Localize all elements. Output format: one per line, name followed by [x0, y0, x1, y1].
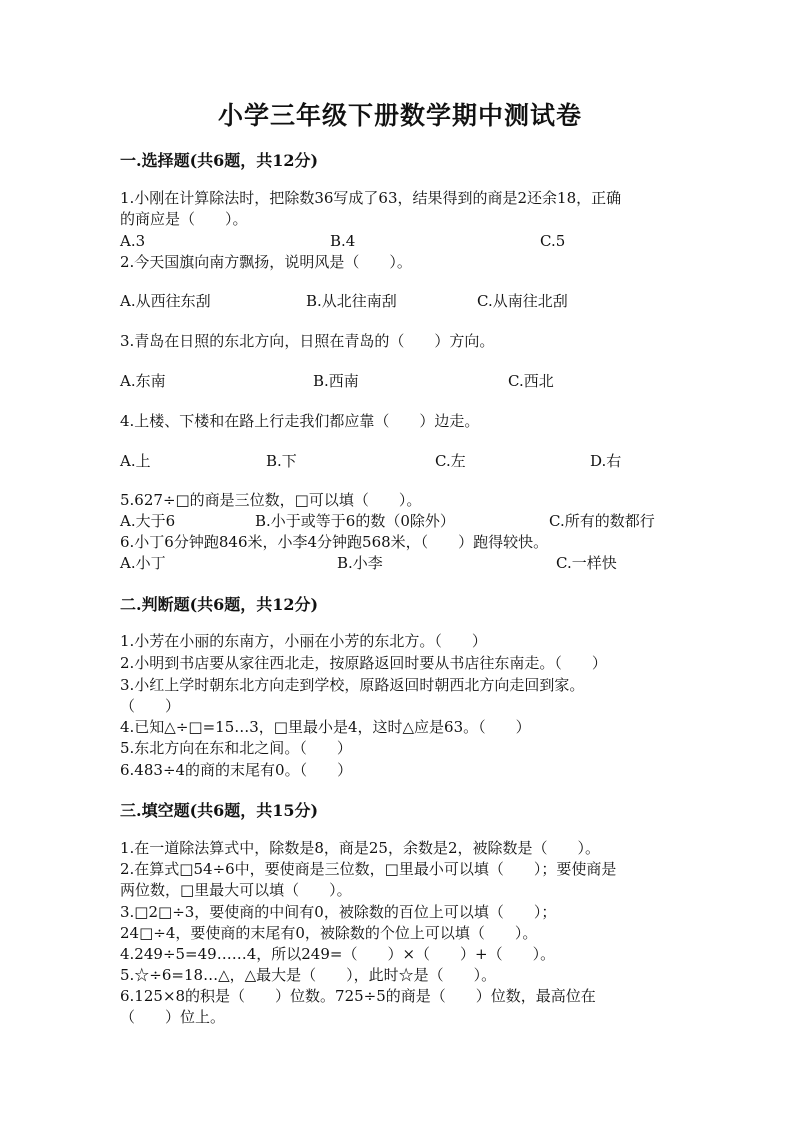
question-text: 2.今天国旗向南方飘扬，说明风是（ ）。 [120, 253, 412, 271]
section-heading-fill: 三.填空题(共6题，共15分) [120, 801, 319, 820]
option-a: A.3 [120, 232, 146, 250]
judgement-line: 2.小明到书店要从家往西北走，按原路返回时要从书店往东南走。（ ） [120, 654, 607, 672]
fill-line: 2.在算式□54÷6中，要使商是三位数，□里最小可以填（ ）；要使商是 [120, 860, 617, 878]
option-a: A.从西往东刮 [120, 292, 211, 310]
option-c: C.所有的数都行 [549, 512, 655, 530]
fill-line: 24□÷4，要使商的末尾有0，被除数的个位上可以填（ ）。 [120, 924, 538, 942]
judgement-line: 1.小芳在小丽的东南方，小丽在小芳的东北方。（ ） [120, 632, 487, 650]
fill-line: 两位数，□里最大可以填（ ）。 [120, 881, 352, 899]
option-c: C.左 [435, 452, 466, 470]
option-c: C.西北 [508, 372, 554, 390]
page-title: 小学三年级下册数学期中测试卷 [217, 101, 582, 130]
question-text: 6.小丁6分钟跑846米，小李4分钟跑568米，（ ）跑得较快。 [120, 533, 549, 551]
option-a: A.上 [120, 452, 151, 470]
option-b: B.4 [330, 232, 356, 250]
option-b: B.小李 [337, 554, 383, 572]
fill-line: 5.☆÷6=18…△，△最大是（ ），此时☆是（ ）。 [120, 966, 497, 984]
judgement-line: 3.小红上学时朝东北方向走到学校，原路返回时朝西北方向走回到家。 [120, 676, 585, 694]
judgement-line: 5.东北方向在东和北之间。（ ） [120, 739, 352, 757]
option-a: A.大于6 [120, 512, 176, 530]
option-b: B.小于或等于6的数（0除外） [255, 512, 455, 530]
question-text: 5.627÷□的商是三位数，□可以填（ ）。 [120, 491, 422, 509]
option-c: C.一样快 [556, 554, 617, 572]
option-d: D.右 [590, 452, 622, 470]
option-b: B.下 [266, 452, 297, 470]
question-text: 3.青岛在日照的东北方向，日照在青岛的（ ）方向。 [120, 332, 495, 350]
section-heading-choice: 一.选择题(共6题，共12分) [120, 151, 319, 170]
option-b: B.从北往南刮 [306, 292, 397, 310]
option-c: C.从南往北刮 [477, 292, 568, 310]
option-a: A.小丁 [120, 554, 166, 572]
judgement-line: 4.已知△÷□=15…3，□里最小是4，这时△应是63。（ ） [120, 718, 531, 736]
option-c: C.5 [540, 232, 566, 250]
fill-line: 4.249÷5=49……4，所以249=（ ）×（ ）+（ ）。 [120, 945, 556, 963]
section-heading-judgement: 二.判断题(共6题，共12分) [120, 595, 319, 614]
fill-line: 3.□2□÷3，要使商的中间有0，被除数的百位上可以填（ ）； [120, 903, 557, 921]
fill-line: 6.125×8的积是（ ）位数。725÷5的商是（ ）位数，最高位在 [120, 987, 596, 1005]
question-text: 1.小刚在计算除法时，把除数36写成了63，结果得到的商是2还余18，正确 [120, 189, 622, 207]
fill-line: 1.在一道除法算式中，除数是8，商是25，余数是2，被除数是（ ）。 [120, 839, 600, 857]
question-text: 4.上楼、下楼和在路上行走我们都应靠（ ）边走。 [120, 412, 480, 430]
question-text: 的商应是（ ）。 [120, 210, 248, 228]
fill-line: （ ）位上。 [120, 1008, 226, 1026]
judgement-line: （ ） [120, 697, 181, 715]
judgement-line: 6.483÷4的商的末尾有0。（ ） [120, 761, 353, 779]
option-a: A.东南 [120, 372, 166, 390]
option-b: B.西南 [313, 372, 359, 390]
